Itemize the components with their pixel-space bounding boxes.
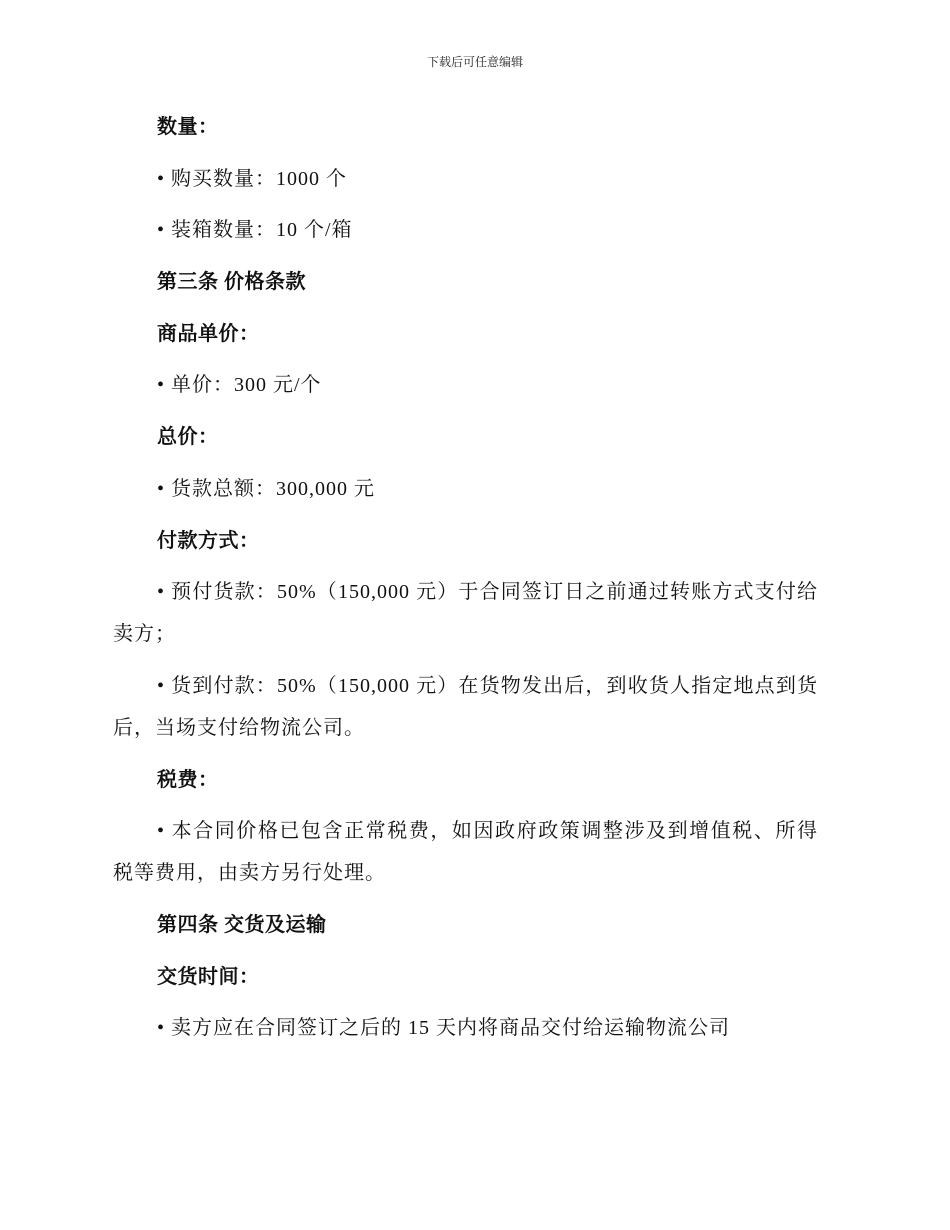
paragraph-line: 总价： (157, 426, 219, 449)
paragraph-line: 数量： (157, 116, 219, 138)
paragraph-line: 交货时间： (157, 965, 260, 988)
header-note: 下载后可任意编辑 (426, 55, 523, 69)
paragraph-line: 税等费用，由卖方另行处理。 (113, 862, 386, 885)
paragraph-line: • 本合同价格已包含正常税费，如因政府政策调整涉及到增值税、所得 (157, 820, 818, 843)
bullet-item (113, 1007, 818, 1049)
paragraph-line: 后，当场支付给物流公司。 (113, 716, 365, 739)
subheading-payment-method (113, 520, 818, 562)
paragraph-line: • 货款总额：300,000 元 (157, 477, 376, 500)
paragraph-line: 商品单价： (157, 322, 260, 345)
bullet-item (113, 209, 818, 251)
subheading-quantity (113, 106, 818, 148)
paragraph-line: 第四条 交货及运输 (157, 913, 327, 936)
bullet-item (113, 364, 818, 406)
document-body (113, 106, 818, 1059)
bullet-item (113, 810, 818, 894)
paragraph-line: 税费： (157, 768, 219, 791)
paragraph-line: 卖方； (113, 623, 176, 646)
paragraph-line: 第三条 价格条款 (157, 271, 306, 294)
bullet-item (113, 158, 818, 200)
bullet-item (113, 571, 818, 655)
paragraph-line: • 预付货款：50%（150,000 元）于合同签订日之前通过转账方式支付给 (157, 581, 818, 604)
bullet-item (113, 468, 818, 510)
subheading-delivery-time (113, 956, 818, 998)
section-title-article-4 (113, 904, 818, 946)
paragraph-line: • 单价：300 元/个 (157, 374, 322, 397)
paragraph-line: • 货到付款：50%（150,000 元）在货物发出后，到收货人指定地点到货 (157, 674, 818, 697)
paragraph-line: • 购买数量：1000 个 (157, 167, 348, 190)
paragraph-line: • 卖方应在合同签订之后的 15 天内将商品交付给运输物流公司 (157, 1017, 731, 1040)
subheading-total-price (113, 416, 818, 458)
subheading-unit-price (113, 313, 818, 355)
bullet-item (113, 665, 818, 749)
subheading-taxes (113, 759, 818, 801)
section-title-article-3 (113, 261, 818, 303)
paragraph-line: 付款方式： (157, 529, 260, 552)
paragraph-line: • 装箱数量：10 个/箱 (157, 219, 353, 242)
